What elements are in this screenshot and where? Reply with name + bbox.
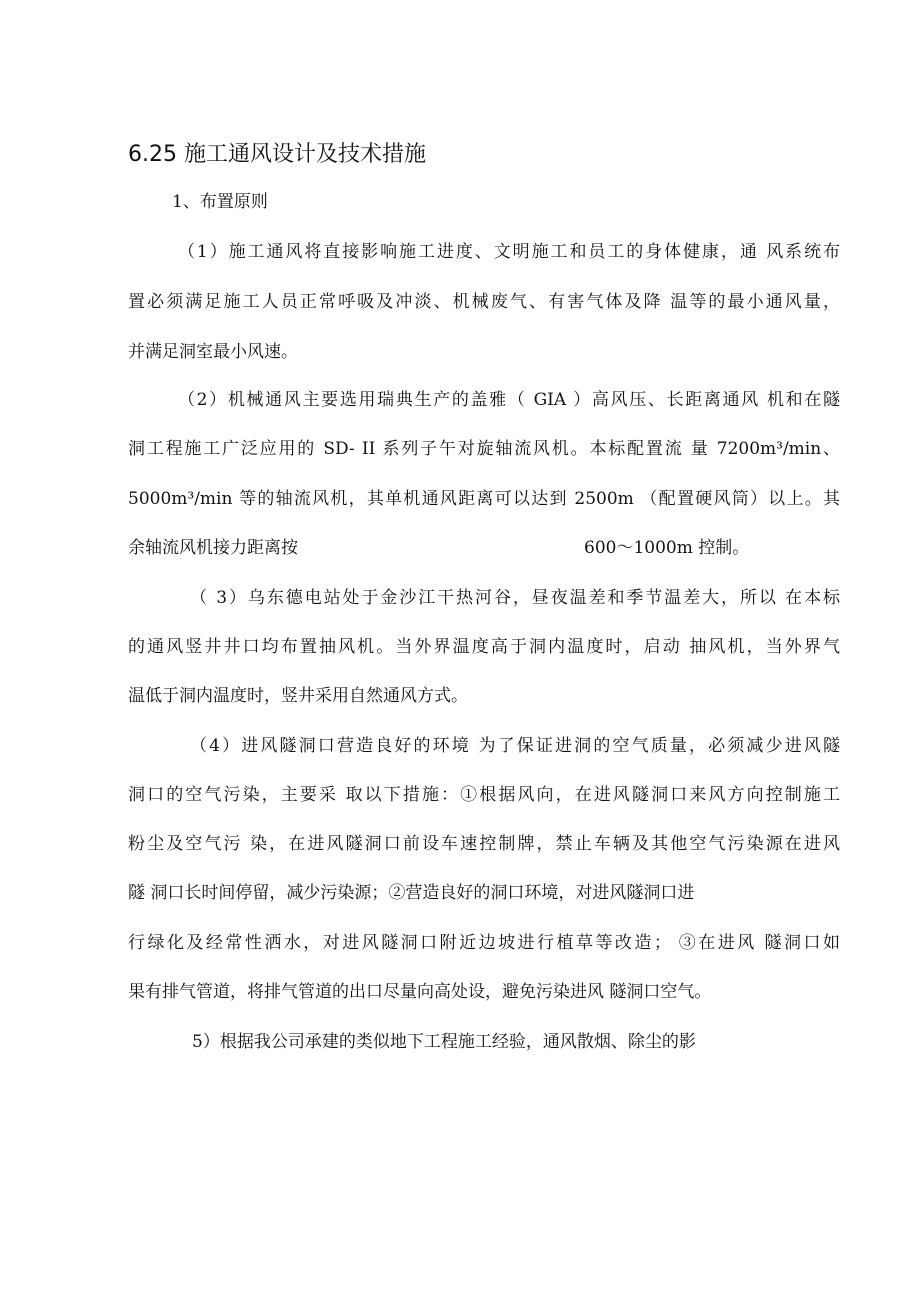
paragraph-1-line-3: 并满足洞室最小风速。: [128, 342, 298, 362]
paragraph-1-line-1: （1）施工通风将直接影响施工进度、文明施工和员工的身体健康，通 风系统布: [178, 242, 840, 262]
paragraph-4-line-1: （4）进风隧洞口营造良好的环境 为了保证进洞的空气质量，必须减少进风隧: [190, 736, 840, 756]
paragraph-2-line-2: 洞工程施工广泛应用的 SD- II 系列子午对旋轴流风机。本标配置流 量 7200m³/min、: [128, 439, 840, 459]
paragraph-2-line-3: 5000m³/min 等的轴流风机，其单机通风距离可以达到 2500m （配置硬风筒）以上。其: [128, 489, 840, 509]
paragraph-2-line-4b: 600～1000m 控制。: [584, 538, 750, 558]
section-heading: 6.25 施工通风设计及技术措施: [128, 142, 426, 167]
paragraph-4-line-2: 洞口的空气污染，主要采 取以下措施：①根据风向，在进风隧洞口来风方向控制施工: [128, 785, 840, 805]
paragraph-4-line-6: 果有排气管道，将排气管道的出口尽量向高处设，避免污染进风 隧洞口空气。: [128, 982, 712, 1002]
paragraph-2-line-4a: 余轴流风机接力距离按: [128, 538, 298, 558]
paragraph-4-line-4: 隧 洞口长时间停留，减少污染源；②营造良好的洞口环境，对进风隧洞口进: [128, 883, 695, 903]
subsection-heading: 1、布置原则: [172, 192, 268, 212]
paragraph-3-line-2: 的通风竖井井口均布置抽风机。当外界温度高于洞内温度时，启动 抽风机，当外界气: [128, 637, 840, 657]
paragraph-5-line-1: 5）根据我公司承建的类似地下工程施工经验，通风散烟、除尘的影: [192, 1032, 696, 1052]
paragraph-3-line-1: （ 3）乌东德电站处于金沙江干热河谷，昼夜温差和季节温差大，所以 在本标: [190, 588, 840, 608]
paragraph-4-line-5: 行绿化及经常性洒水，对进风隧洞口附近边坡进行植草等改造； ③在进风 隧洞口如: [128, 933, 840, 953]
paragraph-2-line-1: （2）机械通风主要选用瑞典生产的盖雅（ GIA ）高风压、长距离通风 机和在隧: [178, 390, 840, 410]
paragraph-3-line-3: 温低于洞内温度时，竖井采用自然通风方式。: [128, 686, 468, 706]
paragraph-1-line-2: 置必须满足施工人员正常呼吸及冲淡、机械废气、有害气体及降 温等的最小通风量，: [128, 292, 840, 312]
paragraph-4-line-3: 粉尘及空气污 染，在进风隧洞口前设车速控制牌，禁止车辆及其他空气污染源在进风: [128, 834, 840, 854]
